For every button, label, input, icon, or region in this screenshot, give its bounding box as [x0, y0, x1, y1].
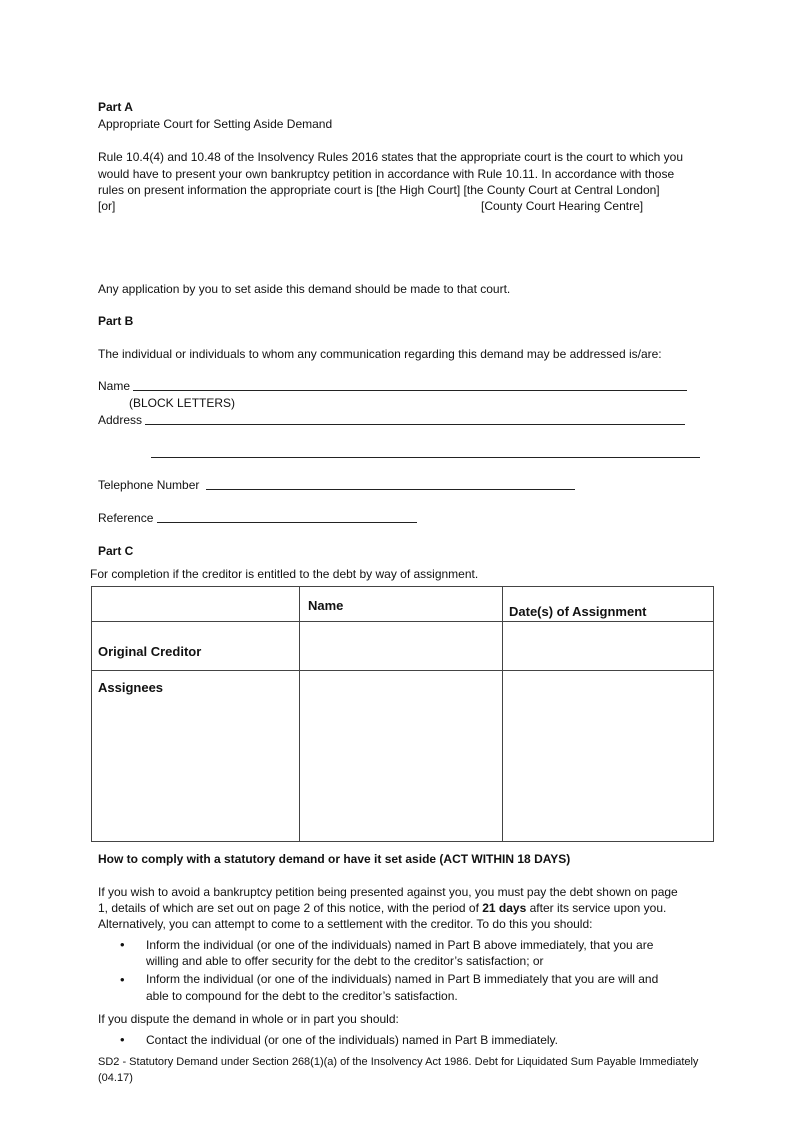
address-field-line-1[interactable]	[145, 424, 685, 425]
bullet-icon: •	[120, 972, 125, 987]
bullet-icon: •	[120, 1032, 125, 1047]
table-row-original-creditor: Original Creditor	[98, 644, 202, 659]
part-a-para-line-2: would have to present your own bankruptcy petition in accordance with Rule 10.11. In accordance with those	[98, 167, 675, 181]
comply-bullet-1-line-2: willing and able to offer security for the debt to the creditor’s satisfaction; or	[146, 954, 544, 968]
comply-heading: How to comply with a statutory demand or have it set aside (ACT WITHIN 18 DAYS)	[98, 852, 571, 866]
assignees-name-cell[interactable]	[300, 671, 502, 841]
table-row-assignees: Assignees	[98, 680, 164, 695]
bullet-icon: •	[120, 937, 125, 952]
original-creditor-date-cell[interactable]	[503, 622, 713, 670]
address-label: Address	[98, 413, 143, 427]
part-a-or: [or]	[98, 199, 116, 213]
assignees-date-cell[interactable]	[503, 671, 713, 841]
telephone-field[interactable]	[206, 489, 575, 490]
part-b-intro: The individual or individuals to whom any communication regarding this demand may be addressed is/are:	[98, 347, 662, 361]
part-a-heading: Part A	[98, 100, 133, 114]
comply-days: 21 days	[482, 901, 527, 915]
reference-label: Reference	[98, 511, 154, 525]
assignment-table	[91, 586, 714, 842]
block-letters-note: (BLOCK LETTERS)	[129, 396, 236, 410]
reference-field[interactable]	[157, 522, 417, 523]
table-header-dates: Date(s) of Assignment	[509, 604, 647, 619]
part-a-application-text: Any application by you to set aside this demand should be made to that court.	[98, 282, 511, 296]
comply-bullet-2-line-1: Inform the individual (or one of the individuals) named in Part B immediately that you are will and	[146, 972, 659, 986]
comply-para-line-1: If you wish to avoid a bankruptcy petition being presented against you, you must pay the debt shown on page	[98, 885, 678, 899]
footer-line-2: (04.17)	[98, 1072, 133, 1084]
part-a-subtitle: Appropriate Court for Setting Aside Demand	[98, 117, 333, 131]
part-a-para-line-3: rules on present information the appropriate court is [the High Court] [the County Court at Central London]	[98, 183, 660, 197]
comply-bullet-1-line-1: Inform the individual (or one of the individuals) named in Part B above immediately, that you are	[146, 938, 654, 952]
address-field-line-2[interactable]	[151, 457, 700, 458]
comply-para-line-3: Alternatively, you can attempt to come to a settlement with the creditor. To do this you should:	[98, 917, 593, 931]
name-label: Name	[98, 379, 131, 393]
part-c-intro: For completion if the creditor is entitled to the debt by way of assignment.	[90, 567, 479, 581]
part-a-hearing-centre: [County Court Hearing Centre]	[481, 199, 644, 213]
original-creditor-name-cell[interactable]	[300, 622, 502, 670]
part-c-heading: Part C	[98, 544, 134, 558]
telephone-label: Telephone Number	[98, 478, 200, 492]
comply-para-line-2	[98, 900, 666, 917]
part-b-heading: Part B	[98, 314, 134, 328]
dispute-text: If you dispute the demand in whole or in part you should:	[98, 1012, 399, 1026]
part-a-para-line-1: Rule 10.4(4) and 10.48 of the Insolvency Rules 2016 states that the appropriate court is the court to which you	[98, 150, 684, 164]
table-header-name: Name	[308, 598, 344, 613]
footer-line-1: SD2 - Statutory Demand under Section 268(1)(a) of the Insolvency Act 1986. Debt for Liquidated Sum Payable Immediately	[98, 1056, 699, 1068]
dispute-bullet: Contact the individual (or one of the individuals) named in Part B immediately.	[146, 1033, 558, 1047]
comply-para-line-2-text: 1, details of which are set out on page 2 of this notice, with the period of	[98, 901, 483, 915]
name-field[interactable]	[133, 390, 687, 391]
comply-bullet-2-line-2: able to compound for the debt to the creditor’s satisfaction.	[146, 989, 458, 1003]
comply-para-line-2-tail: after its service upon you.	[526, 901, 667, 915]
